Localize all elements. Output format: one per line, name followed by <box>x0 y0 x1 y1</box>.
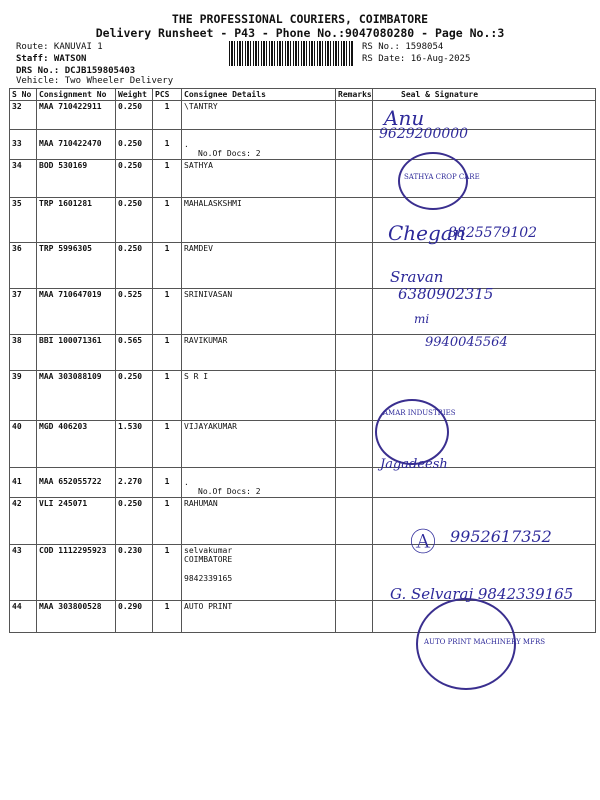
phone-32: 9629200000 <box>379 126 469 142</box>
table-row <box>10 130 596 160</box>
seal-stamp-44: AUTO PRINT MACHINERY MFRS <box>416 598 516 690</box>
cell-consignee <box>182 198 336 243</box>
cell-consignment: BOD 530169 <box>37 160 116 198</box>
cell-sno: 36 <box>10 243 37 289</box>
cell-remarks <box>336 130 373 160</box>
table-row <box>10 160 596 198</box>
consignee-extra: COIMBATORE <box>184 555 233 564</box>
col-remarks: Remarks <box>336 89 373 101</box>
consignee-name: selvakumar <box>184 546 233 555</box>
cell-remarks <box>336 101 373 130</box>
consignee-name: SATHYA <box>184 161 213 170</box>
runsheet-table <box>9 88 596 633</box>
consignee-name: S R I <box>184 372 209 381</box>
table-row <box>10 243 596 289</box>
consignee-name: RAMDEV <box>184 244 213 253</box>
cell-pcs: 1 <box>153 130 182 160</box>
drs-number: DRS No.: DCJB159805403 <box>16 66 136 76</box>
cell-consignee <box>182 335 336 371</box>
col-pcs: PCS <box>153 89 182 101</box>
cell-consignee <box>182 243 336 289</box>
table-row <box>10 101 596 130</box>
cell-consignee <box>182 289 336 335</box>
cell-weight: 0.250 <box>116 371 153 421</box>
cell-pcs: 1 <box>153 468 182 498</box>
table-row <box>10 421 596 468</box>
cell-consignment: MAA 303800528 <box>37 601 116 633</box>
cell-pcs: 1 <box>153 498 182 545</box>
cell-pcs: 1 <box>153 289 182 335</box>
signature-42: Ⓐ <box>410 528 437 558</box>
cell-seal <box>373 468 596 498</box>
consignee-extra: No.Of Docs: 2 <box>198 149 261 158</box>
cell-remarks <box>336 545 373 601</box>
table-header-row <box>10 89 596 101</box>
cell-pcs: 1 <box>153 601 182 633</box>
consignee-name: . <box>184 478 189 487</box>
consignee-name: \TANTRY <box>184 102 218 111</box>
cell-weight: 0.250 <box>116 243 153 289</box>
cell-weight: 2.270 <box>116 468 153 498</box>
cell-pcs: 1 <box>153 371 182 421</box>
cell-consignment: COD 1112295923 <box>37 545 116 601</box>
table-row <box>10 289 596 335</box>
cell-remarks <box>336 421 373 468</box>
cell-remarks <box>336 371 373 421</box>
cell-weight: 0.250 <box>116 498 153 545</box>
cell-pcs: 1 <box>153 243 182 289</box>
seal-stamp-34: SATHYA CROP CARE <box>398 152 468 210</box>
cell-weight: 0.250 <box>116 101 153 130</box>
col-seal: Seal & Signature <box>373 89 596 101</box>
consignee-name: MAHALASKSHMI <box>184 199 242 208</box>
cell-remarks <box>336 160 373 198</box>
rs-number: RS No.: 1598054 <box>362 42 444 52</box>
table-row <box>10 468 596 498</box>
company-title: THE PROFESSIONAL COURIERS, COIMBATORE <box>171 12 429 26</box>
cell-consignee <box>182 498 336 545</box>
cell-consignment: TRP 1601281 <box>37 198 116 243</box>
cell-weight: 0.250 <box>116 198 153 243</box>
phone-36: 6380902315 <box>398 285 494 303</box>
route-label: Route: KANUVAI 1 <box>16 42 103 52</box>
cell-consignment: MAA 303088109 <box>37 371 116 421</box>
cell-remarks <box>336 601 373 633</box>
consignee-name: VIJAYAKUMAR <box>184 422 237 431</box>
barcode <box>229 41 354 66</box>
col-consignee: Consignee Details <box>182 89 336 101</box>
consignee-extra: No.Of Docs: 2 <box>198 487 261 496</box>
cell-sno: 44 <box>10 601 37 633</box>
signature-36: Sravan <box>390 268 444 286</box>
staff-label: Staff: WATSON <box>16 54 87 64</box>
cell-weight: 0.565 <box>116 335 153 371</box>
signature-37: mi <box>414 312 430 326</box>
cell-consignee <box>182 468 336 498</box>
phone-37: 9940045564 <box>425 335 508 350</box>
cell-remarks <box>336 243 373 289</box>
signature-40: Jagadeesh <box>380 457 448 472</box>
cell-remarks <box>336 468 373 498</box>
cell-sno: 38 <box>10 335 37 371</box>
cell-pcs: 1 <box>153 101 182 130</box>
cell-remarks <box>336 198 373 243</box>
cell-consignee <box>182 421 336 468</box>
signature-35: Chegan <box>388 221 466 245</box>
cell-weight: 0.250 <box>116 160 153 198</box>
cell-consignment: MAA 710422911 <box>37 101 116 130</box>
consignee-phone: 9842339165 <box>184 574 233 583</box>
table-row <box>10 371 596 421</box>
cell-sno: 32 <box>10 101 37 130</box>
vehicle-label: Vehicle: Two Wheeler Delivery <box>16 76 174 86</box>
cell-remarks <box>336 289 373 335</box>
consignee-name: . <box>184 140 189 149</box>
cell-consignment: MAA 710422470 <box>37 130 116 160</box>
cell-pcs: 1 <box>153 335 182 371</box>
signature-32: Anu <box>384 106 425 130</box>
cell-consignment: MAA 710647019 <box>37 289 116 335</box>
rs-date: RS Date: 16-Aug-2025 <box>362 54 471 64</box>
cell-consignee <box>182 160 336 198</box>
cell-consignment: MAA 652055722 <box>37 468 116 498</box>
col-sno: S No <box>10 89 37 101</box>
cell-sno: 40 <box>10 421 37 468</box>
cell-pcs: 1 <box>153 198 182 243</box>
seal-stamp-39: AMAR INDUSTRIES <box>375 399 449 465</box>
cell-consignee <box>182 545 336 601</box>
runsheet-heading: Delivery Runsheet - P43 - Phone No.:9047080280 - Page No.:3 <box>95 26 505 40</box>
cell-sno: 33 <box>10 130 37 160</box>
consignee-name: SRINIVASAN <box>184 290 233 299</box>
cell-pcs: 1 <box>153 160 182 198</box>
cell-weight: 0.250 <box>116 130 153 160</box>
col-weight: Weight <box>116 89 153 101</box>
cell-consignee <box>182 101 336 130</box>
consignee-name: RAHUMAN <box>184 499 218 508</box>
cell-sno: 42 <box>10 498 37 545</box>
cell-weight: 0.230 <box>116 545 153 601</box>
cell-consignee <box>182 130 336 160</box>
cell-weight: 0.290 <box>116 601 153 633</box>
cell-consignee <box>182 601 336 633</box>
cell-sno: 35 <box>10 198 37 243</box>
cell-consignee <box>182 371 336 421</box>
cell-consignment: VLI 245071 <box>37 498 116 545</box>
cell-remarks <box>336 498 373 545</box>
col-consignment: Consignment No <box>37 89 116 101</box>
cell-sno: 34 <box>10 160 37 198</box>
cell-sno: 41 <box>10 468 37 498</box>
cell-remarks <box>336 335 373 371</box>
cell-sno: 39 <box>10 371 37 421</box>
cell-consignment: MGD 406203 <box>37 421 116 468</box>
cell-weight: 0.525 <box>116 289 153 335</box>
cell-weight: 1.530 <box>116 421 153 468</box>
phone-35: 8825579102 <box>448 225 538 241</box>
cell-pcs: 1 <box>153 421 182 468</box>
cell-pcs: 1 <box>153 545 182 601</box>
cell-consignment: BBI 100071361 <box>37 335 116 371</box>
cell-sno: 37 <box>10 289 37 335</box>
phone-42: 9952617352 <box>450 527 552 546</box>
consignee-name: AUTO PRINT <box>184 602 233 611</box>
cell-sno: 43 <box>10 545 37 601</box>
consignee-name: RAVIKUMAR <box>184 336 228 345</box>
signature-43: G. Selvaraj 9842339165 <box>390 585 574 603</box>
cell-consignment: TRP 5996305 <box>37 243 116 289</box>
